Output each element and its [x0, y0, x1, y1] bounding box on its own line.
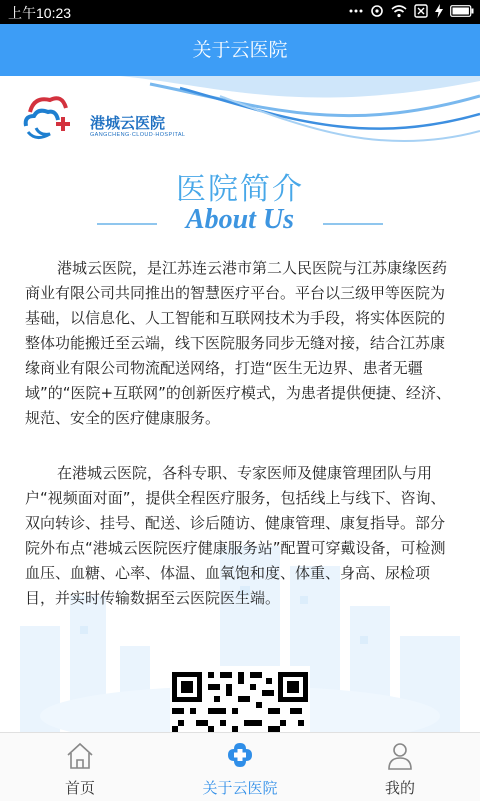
- about-subtitle: [0, 204, 480, 244]
- no-sim-icon: [414, 4, 428, 22]
- more-icon: [349, 5, 363, 21]
- sync-icon: [370, 4, 384, 22]
- medical-cross-icon: [224, 741, 256, 771]
- tab-mine[interactable]: [320, 733, 480, 801]
- bottom-tab-bar: [0, 732, 480, 801]
- charging-icon: [435, 4, 443, 22]
- tab-home-label: 首页: [64, 779, 95, 797]
- qr-code: [170, 666, 310, 732]
- hospital-logo: [20, 84, 186, 142]
- logo-name-cn: 港城云医院: [90, 114, 166, 132]
- status-bar: [0, 0, 480, 24]
- cloud-cross-icon: [20, 92, 74, 146]
- user-icon: [384, 741, 416, 771]
- page-title: 关于云医院: [192, 39, 288, 61]
- logo-name-en: GANGCHENG·CLOUD·HOSPITAL: [90, 132, 186, 138]
- tab-mine-label: 我的: [384, 779, 415, 797]
- battery-icon: [450, 5, 474, 21]
- status-icons: [349, 4, 474, 22]
- divider-right: [323, 223, 383, 225]
- tab-about-label: 关于云医院: [202, 779, 278, 797]
- about-paragraph-1: 港城云医院，是江苏连云港市第二人民医院与江苏康缘医药商业有限公司共同推出的智慧医疗平台。平台以三级甲等医院为基础，以信息化、人工智能和互联网技术为手段，将实体医院的整体功能搬迁至云端，线下医院服务同步无缝对接，结合江苏康缘商业有限公司物流配送网络，打造“医生无边界、患者无疆域”的“医院+互联网”的创新医疗模式，为患者提供便捷、经济、规范、安全的医疗健康服务。: [25, 259, 451, 427]
- wifi-icon: [391, 5, 407, 22]
- tab-home[interactable]: [0, 733, 160, 801]
- tab-about[interactable]: [160, 733, 320, 801]
- content-scroll[interactable]: [0, 76, 480, 732]
- about-title-en: About Us: [185, 204, 295, 235]
- about-title-cn: 医院简介: [176, 172, 304, 207]
- title-bar: [0, 24, 480, 76]
- about-paragraph-2: 在港城云医院，各科专职、专家医师及健康管理团队与用户“视频面对面”，提供全程医疗服务，包括线上与线下、咨询、双向转诊、挂号、配送、诊后随访、健康管理、康复指导。部分院外布点“港城云医院医疗健康服务站”配置可穿戴设备，可检测血压、血糖、心率、体温、血氧饱和度、体重、身高、尿检项目，并实时传输数据至云医院医生端。: [25, 464, 446, 607]
- home-icon: [64, 741, 96, 771]
- status-time: 上午10:23: [8, 5, 72, 21]
